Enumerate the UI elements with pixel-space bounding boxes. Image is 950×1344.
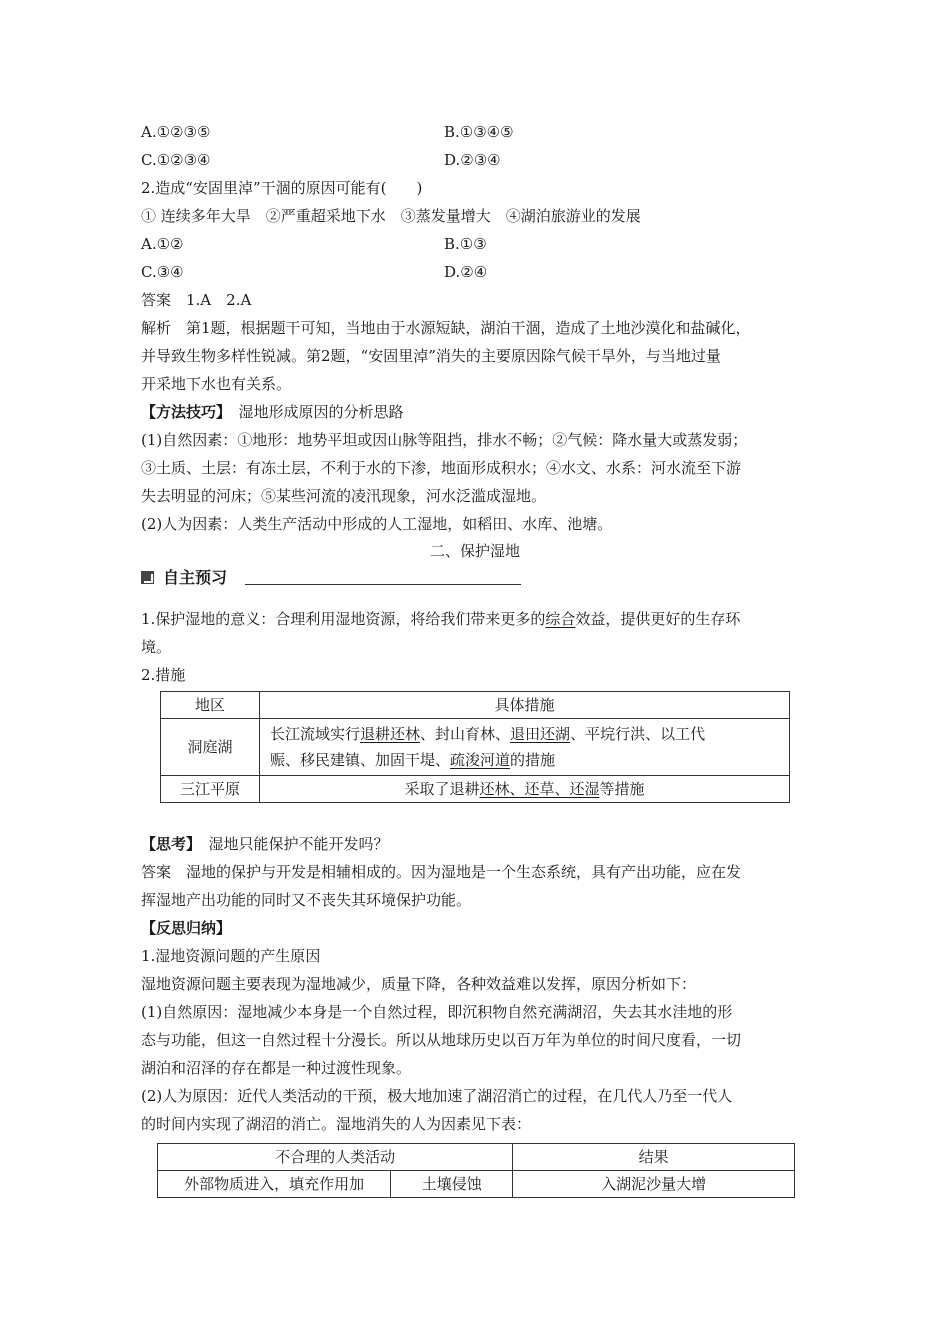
q2-option-a: A.①② xyxy=(141,235,184,253)
analysis-line-2: 并导致生物多样性锐减。第2题，“安固里淖”消失的主要原因除气候干旱外，与当地过量 xyxy=(141,347,721,365)
table-header-row xyxy=(161,692,790,719)
preview-header-title: 自主预习 xyxy=(163,568,228,587)
text: 采取了退耕 xyxy=(404,780,480,798)
table-header-cell: 不合理的人类活动 xyxy=(158,1144,513,1171)
underlined-term: 退耕还林 xyxy=(360,725,421,743)
reflect-line-6: (2)人为原因：近代人类活动的干预，极大地加速了湖沼消亡的过程，在几代人乃至一代人 xyxy=(141,1087,733,1105)
text: 1.保护湿地的意义：合理利用湿地资源，将给我们带来更多的 xyxy=(141,610,546,628)
reflect-tag: 【反思归纳】 xyxy=(141,919,232,937)
table-header-row xyxy=(158,1144,795,1171)
method-tag: 【方法技巧】 xyxy=(141,403,224,421)
table-row xyxy=(161,776,790,803)
text: 的措施 xyxy=(510,751,556,769)
text: 、平垸行洪、以工代 xyxy=(570,725,706,743)
table-row xyxy=(158,1171,795,1198)
method-line-4: (2)人为因素：人类生产活动中形成的人工湿地，如稻田、水库、池塘。 xyxy=(141,515,613,533)
q1-option-b: B.①③④⑤ xyxy=(444,123,514,141)
region-cell: 洞庭湖 xyxy=(161,719,260,776)
method-line-3: 失去明显的河床；⑤某些河流的凌汛现象，河水泛滥成湿地。 xyxy=(141,487,547,505)
table-header-cell: 具体措施 xyxy=(260,692,790,719)
reflect-line-2: 湿地资源问题主要表现为湿地减少，质量下降，各种效益难以发挥，原因分析如下： xyxy=(141,975,697,993)
table-row xyxy=(161,719,790,776)
q2-option-c: C.③④ xyxy=(141,263,184,281)
think-tag: 【思考】 xyxy=(141,835,194,853)
q2-option-b: B.①③ xyxy=(444,235,487,253)
checkbox-marker-icon xyxy=(141,571,154,584)
text: 、封山育林、 xyxy=(420,725,511,743)
underlined-term: 退田还湖 xyxy=(510,725,571,743)
table-header-cell: 地区 xyxy=(161,692,260,719)
think-question: 湿地只能保护不能开发吗？ xyxy=(193,835,389,853)
method-heading xyxy=(141,399,404,425)
q2-items: ① 连续多年大旱 ②严重超采地下水 ③蒸发量增大 ④湖泊旅游业的发展 xyxy=(141,207,641,225)
text: 长江流域实行 xyxy=(270,725,361,743)
significance-line-2: 境。 xyxy=(141,638,172,656)
q2-option-d: D.②④ xyxy=(444,263,488,281)
human-factors-table xyxy=(157,1143,795,1198)
header-rule xyxy=(245,584,521,585)
q1-option-d: D.②③④ xyxy=(444,151,501,169)
result-cell: 入湖泥沙量大增 xyxy=(513,1171,795,1198)
subactivity-cell: 土壤侵蚀 xyxy=(391,1171,513,1198)
text: 效益，提供更好的生存环 xyxy=(575,610,741,628)
significance-line-1 xyxy=(141,606,740,632)
activity-cell: 外部物质进入，填充作用加 xyxy=(158,1171,391,1198)
reflect-line-7: 的时间内实现了湖沼的消亡。湿地消失的人为因素见下表： xyxy=(141,1115,532,1133)
measures-table xyxy=(160,691,790,803)
reflect-line-3: (1)自然原因：湿地减少本身是一个自然过程，即沉积物自然充满湖沼，失去其水洼地的形 xyxy=(141,1003,733,1021)
q1-option-a: A.①②③⑤ xyxy=(141,123,211,141)
reflect-line-1: 1.湿地资源问题的产生原因 xyxy=(141,947,321,965)
think-answer-line-1: 答案 湿地的保护与开发是相辅相成的。因为湿地是一个生态系统，具有产出功能，应在发 xyxy=(141,863,742,881)
method-line-1: (1)自然因素：①地形：地势平坦或因山脉等阻挡，排水不畅；②气候：降水量大或蒸发弱； xyxy=(141,431,748,449)
measures-cell xyxy=(260,776,790,803)
underlined-term: 还林、还草、还湿 xyxy=(479,780,600,798)
method-title: 湿地形成原因的分析思路 xyxy=(223,403,404,421)
think-heading xyxy=(141,831,389,857)
analysis-line-3: 开采地下水也有关系。 xyxy=(141,375,292,393)
underlined-term: 疏浚河道 xyxy=(450,751,511,769)
table-header-cell: 结果 xyxy=(513,1144,795,1171)
q1-option-c: C.①②③④ xyxy=(141,151,211,169)
method-line-2: ③土质、土层：有冻土层，不利于水的下渗，地面形成积水；④水文、水系：河水流至下游 xyxy=(141,459,742,477)
think-answer-line-2: 挥湿地产出功能的同时又不丧失其环境保护功能。 xyxy=(141,891,472,909)
text: 赈、移民建镇、加固干堤、 xyxy=(270,751,451,769)
region-cell: 三江平原 xyxy=(161,776,260,803)
reflect-line-4: 态与功能，但这一自然过程十分漫长。所以从地球历史以百万年为单位的时间尺度看，一切 xyxy=(141,1031,742,1049)
section-title: 二、保护湿地 xyxy=(429,542,520,560)
preview-header xyxy=(141,566,521,590)
text: 等措施 xyxy=(599,780,645,798)
underlined-term: 综合 xyxy=(545,610,576,628)
analysis-line-1: 解析 第1题，根据题干可知，当地由于水源短缺，湖泊干涸，造成了土地沙漠化和盐碱化， xyxy=(141,319,751,337)
answer: 答案 1.A 2.A xyxy=(141,291,252,309)
q2-stem: 2.造成“安固里淖”干涸的原因可能有( ) xyxy=(141,179,423,197)
reflect-line-5: 湖泊和沼泽的存在都是一种过渡性现象。 xyxy=(141,1059,412,1077)
measures-cell xyxy=(260,719,790,776)
measures-label: 2.措施 xyxy=(141,666,186,684)
